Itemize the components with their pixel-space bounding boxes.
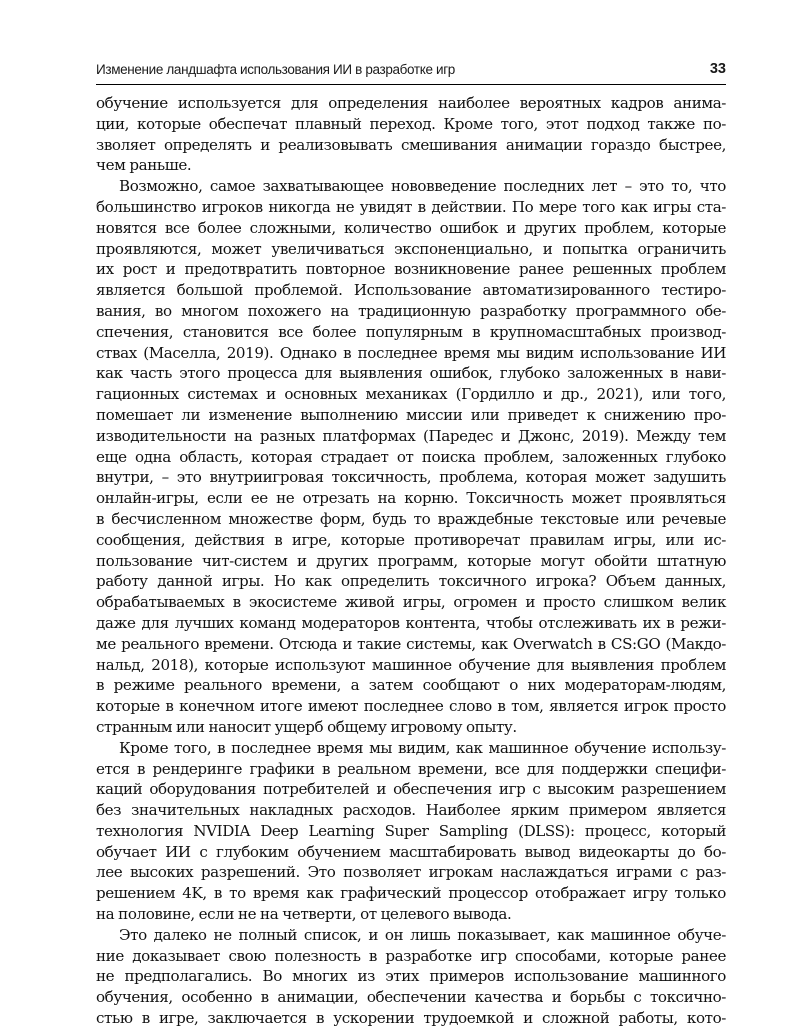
text-line: обрабатываемых в экосистеме живой игры, огромен и просто слишком велик <box>96 593 726 612</box>
text-line: ствах (Маселла, 2019). Однако в последнее время мы видим использование ИИ <box>96 343 726 362</box>
text-line: ции, которые обеспечат плавный переход. Кроме того, этот подход также по- <box>96 114 726 133</box>
text-line: ется в рендеринге графики в реальном времени, все для поддержки специфи- <box>96 759 726 778</box>
text-line: на половине, если не на четверти, от целевого вывода. <box>96 905 512 924</box>
text-line: сообщения, действия в игре, которые противоречат правилам игры, или ис- <box>96 530 726 549</box>
text-line: которые в конечном итоге имеют последнее слово в том, является игрок просто <box>96 697 726 716</box>
text-line: спечения, становится все более популярным в крупномасштабных производ- <box>96 322 726 341</box>
text-line: вания, во многом похожего на традиционную разработку программного обе- <box>96 301 726 320</box>
text-line: технология NVIDIA Deep Learning Super Sampling (DLSS): процесс, который <box>96 821 726 840</box>
text-line: Кроме того, в последнее время мы видим, как машинное обучение использу- <box>119 738 726 757</box>
text-line: в бесчисленном множестве форм, будь то враждебные текстовые или речевые <box>96 509 726 528</box>
page-number: 33 <box>709 61 726 77</box>
text-line: даже для лучших команд модераторов контента, чтобы отслеживать их в режи- <box>96 613 726 632</box>
text-line: чем раньше. <box>96 156 192 175</box>
text-line: является большой проблемой. Использование автоматизированного тестиро- <box>96 281 726 300</box>
text-line: решением 4K, в то время как графический процессор отображает игру только <box>96 884 726 903</box>
text-line: обучает ИИ с глубоким обучением масштабировать вывод видеокарты до бо- <box>96 842 726 861</box>
text-line: стью в игре, заключается в ускорении трудоемкой и сложной работы, кото- <box>96 1009 726 1028</box>
text-line: внутри, – это внутриигровая токсичность, проблема, которая может задушить <box>96 468 726 487</box>
text-line: как часть этого процесса для выявления ошибок, глубоко заложенных в нави- <box>96 364 726 383</box>
text-line: ме реального времени. Отсюда и такие системы, как Overwatch в CS:GO (Макдо- <box>96 634 726 653</box>
text-line: лее высоких разрешений. Это позволяет игрокам наслаждаться играми с раз- <box>96 863 726 882</box>
text-line: их рост и предотвратить повторное возникновение ранее решенных проблем <box>96 260 726 279</box>
header-rule <box>96 84 726 85</box>
text-line: новятся все более сложными, количество ошибок и других проблем, которые <box>96 218 726 237</box>
text-line: Возможно, самое захватывающее нововведение последних лет – это то, что <box>119 177 726 196</box>
text-line: в режиме реального времени, а затем сообщают о них модераторам-людям, <box>96 676 726 695</box>
text-line: Это далеко не полный список, и он лишь показывает, как машинное обуче- <box>119 925 726 944</box>
text-line: каций оборудования потребителей и обеспечения игр с высоким разрешением <box>96 780 726 799</box>
running-head <box>96 62 726 84</box>
text-line: обучения, особенно в анимации, обеспечении качества и борьбы с токсично- <box>96 988 726 1007</box>
text-line: пользование чит-систем и других программ, которые могут обойти штатную <box>96 551 726 570</box>
text-line: нальд, 2018), которые используют машинное обучение для выявления проблем <box>96 655 726 674</box>
text-line: не предполагались. Во многих из этих примеров использование машинного <box>96 967 726 986</box>
text-line: без значительных накладных расходов. Наиболее ярким примером является <box>96 801 726 820</box>
text-line: работу данной игры. Но как определить токсичного игрока? Объем данных, <box>96 572 726 591</box>
text-line: ние доказывает свою полезность в разработке игр способами, которые ранее <box>96 946 726 965</box>
text-line: проявляются, может увеличиваться экспоненциально, и попытка ограничить <box>96 239 726 258</box>
text-line: гационных системах и основных механиках (Гордилло и др., 2021), или того, <box>96 385 726 404</box>
text-line: изводительности на разных платформах (Паредес и Джонс, 2019). Между тем <box>96 426 726 445</box>
chapter-title: Изменение ландшафта использования ИИ в разработке игр <box>96 62 455 77</box>
text-line: еще одна область, которая страдает от поиска проблем, заложенных глубоко <box>96 447 726 466</box>
text-line: обучение используется для определения наиболее вероятных кадров анима- <box>96 94 726 112</box>
text-line: онлайн-игры, если ее не отрезать на корню. Токсичность может проявляться <box>96 489 726 508</box>
text-line: помешает ли изменение выполнению миссии или приведет к снижению про- <box>96 405 726 424</box>
body-text <box>96 93 726 1029</box>
text-line: зволяет определять и реализовывать смешивания анимации гораздо быстрее, <box>96 135 726 154</box>
text-line: большинство игроков никогда не увидят в действии. По мере того как игры ста- <box>96 197 726 216</box>
text-line: странным или наносит ущерб общему игровому опыту. <box>96 717 517 736</box>
